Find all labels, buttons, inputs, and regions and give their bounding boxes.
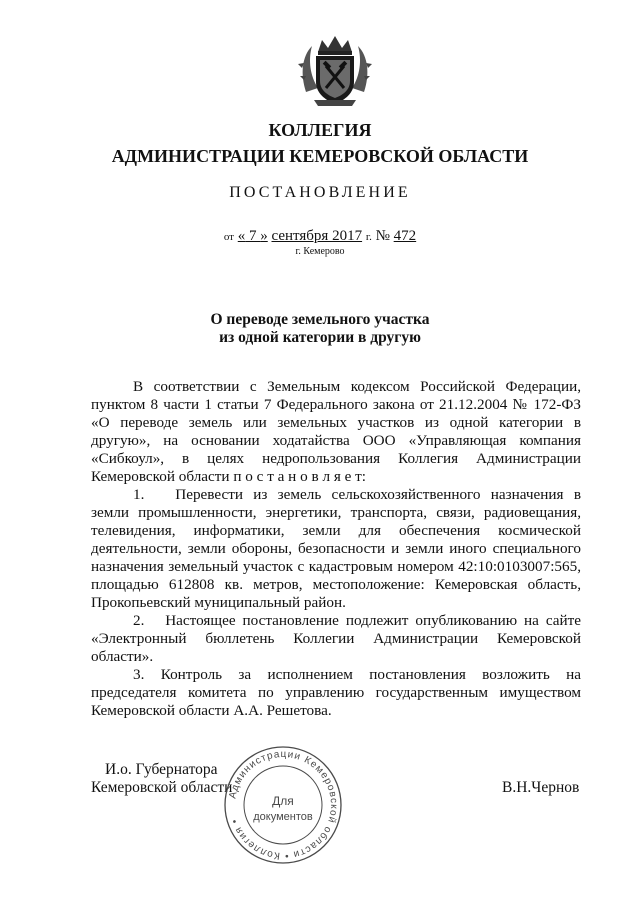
body-line: «Сибкоул», в целях недропользования Коллегия Администрации <box>91 450 581 467</box>
signatory-position-line2: Кемеровской области <box>91 779 233 796</box>
organization-name-line1: КОЛЛЕГИЯ <box>268 120 372 140</box>
svg-text:документов: документов <box>253 811 313 823</box>
body-line: назначения земельный участок с кадастровым номером 42:10:0103007:565, <box>91 558 581 575</box>
date-number-line <box>0 228 640 245</box>
city: г. Кемерово <box>295 246 345 257</box>
body-line: Кемеровской области п о с т а н о в л я е т: <box>91 468 367 485</box>
signatory-position-line1: И.о. Губернатора <box>105 761 218 778</box>
number-sign: № <box>375 228 390 244</box>
document-number: 472 <box>393 228 417 244</box>
date-day: 7 <box>249 228 257 244</box>
date-year-suffix: г. <box>365 231 372 243</box>
round-stamp <box>222 744 344 866</box>
document-title-line2: из одной категории в другую <box>219 329 421 346</box>
body-line: другую», на основании ходатайства ООО «Управляющая компания <box>91 432 581 449</box>
body-line: площадью 612808 кв. метров, местоположение: Кемеровская область, <box>91 576 581 593</box>
signatory-name: В.Н.Чернов <box>502 779 580 796</box>
date-month-year: сентября 2017 <box>271 228 363 244</box>
body-line: В соответствии с Земельным кодексом Российской Федерации, <box>133 378 581 395</box>
body-line: земли промышленности, энергетики, транспорта, связи, радиовещания, <box>91 504 581 521</box>
svg-text:Администрации Кемеровской обла: Администрации Кемеровской области • Коллегия • <box>227 748 340 862</box>
organization-name-line2: АДМИНИСТРАЦИИ КЕМЕРОВСКОЙ ОБЛАСТИ <box>111 146 529 166</box>
body-line: Прокопьевский муниципальный район. <box>91 594 346 611</box>
body-line: 1. Перевести из земель сельскохозяйственного назначения в <box>133 486 581 503</box>
body-line: «О переводе земель или земельных участков из одной категории в <box>91 414 581 431</box>
body-line: 3. Контроль за исполнением постановления возложить на <box>133 666 581 683</box>
svg-text:Для: Для <box>272 794 294 808</box>
body-line: председателя комитета по управлению государственным имуществом <box>91 684 581 701</box>
document-type: ПОСТАНОВЛЕНИЕ <box>229 184 411 201</box>
coat-of-arms-emblem <box>298 30 372 110</box>
body-line: пунктом 8 части 1 статьи 7 Федерального закона от 21.12.2004 № 172-ФЗ <box>91 396 581 413</box>
body-line: телевидения, информатики, земли для обеспечения космической <box>91 522 581 539</box>
date-day-close-quote: » <box>260 228 268 244</box>
document-title-line1: О переводе земельного участка <box>210 311 430 328</box>
body-line: Кемеровской области А.А. Решетова. <box>91 702 332 719</box>
body-line: области». <box>91 648 154 665</box>
date-prefix: от <box>223 231 234 243</box>
body-line: «Электронный бюллетень Коллегии Администрации Кемеровской <box>91 630 581 647</box>
date-day-open-quote: « <box>237 228 246 244</box>
body-line: деятельности, земли обороны, безопасности и земли иного специального <box>91 540 581 557</box>
body-line: 2. Настоящее постановление подлежит опубликованию на сайте <box>133 612 581 629</box>
